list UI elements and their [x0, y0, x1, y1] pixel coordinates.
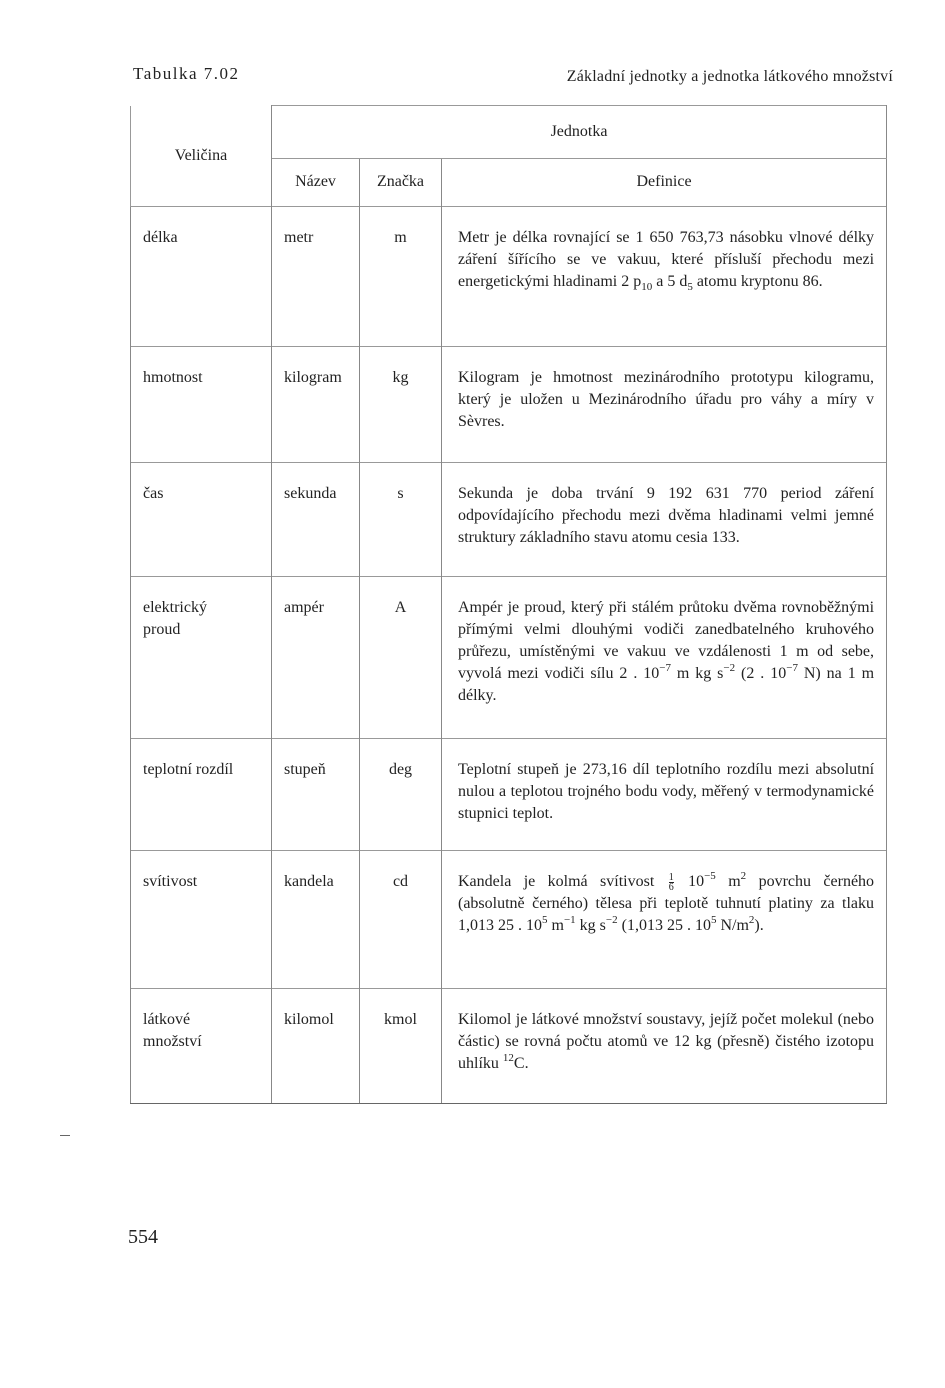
cell-velicina: elektrický proud [131, 576, 272, 738]
cell-velicina: délka [131, 206, 272, 346]
cell-nazev: metr [272, 206, 360, 346]
table-row [131, 850, 887, 988]
header-velicina: Veličina [131, 106, 272, 207]
cell-nazev: sekunda [272, 462, 360, 576]
cell-znacka: A [360, 576, 442, 738]
cell-velicina: svítivost [131, 850, 272, 988]
cell-nazev: kilomol [272, 988, 360, 1103]
cell-definice: Kilogram je hmotnost mezinárodního prototypu kilogramu, který je uložen u Mezinárodního úřadu pro váhy a míry v Sèvres. [442, 346, 887, 462]
table-row [131, 988, 887, 1103]
table-label: Tabulka 7.02 [133, 64, 240, 83]
cell-znacka: cd [360, 850, 442, 988]
cell-velicina: čas [131, 462, 272, 576]
cell-definice: Metr je délka rovnající se 1 650 763,73 násobku vlnové délky záření šířícího se ve vakuu, které přísluší přechodu mezi energetickými hladinami 2 $p_{10}$ a 5 $d_5$ atomu kryptonu 86. [442, 206, 887, 346]
cell-definice: Teplotní stupeň je 273,16 díl teplotního rozdílu mezi absolutní nulou a teplotou trojného bodu vody, měřený v termodynamické stupnici teplot. [442, 738, 887, 850]
cell-nazev: kandela [272, 850, 360, 988]
header-nazev: Název [272, 159, 360, 206]
cell-velicina: látkové množství [131, 988, 272, 1103]
header-jednotka: Jednotka [272, 106, 887, 159]
page-number: 554 [128, 1226, 158, 1248]
cell-velicina: teplotní rozdíl [131, 738, 272, 850]
table-row [131, 576, 887, 738]
header-znacka: Značka [360, 159, 442, 206]
table-row [131, 346, 887, 462]
cell-nazev: kilogram [272, 346, 360, 462]
cell-nazev: ampér [272, 576, 360, 738]
cell-definice: Kilomol je látkové množství soustavy, jejíž počet molekul (nebo částic) se rovná počtu atomů ve 12 kg (přesně) čistého izotopu uhlíku $^{12}$C. [442, 988, 887, 1103]
fraction-one-sixth: $\frac{1}{6}$ [668, 871, 674, 893]
cell-nazev: stupeň [272, 738, 360, 850]
cell-znacka: kmol [360, 988, 442, 1103]
table-row [131, 462, 887, 576]
cell-definice: Kandela je kolmá svítivost $\frac{1}{6}$ $10^{-5}$ $m^2$ povrchu černého (absolutně černého) tělesa při teplotě tuhnutí platiny za tlaku 1,013 25 . $10^5$ $m^{-1}$ kg $s^{-2}$ (1,013 25 . $10^5$ $N/m^2$). [442, 850, 887, 988]
table-row [131, 738, 887, 850]
margin-mark [60, 1135, 70, 1136]
cell-definice: Sekunda je doba trvání 9 192 631 770 period záření odpovídajícího přechodu mezi dvěma hladinami velmi jemné struktury základního stavu atomu cesia 133. [442, 462, 887, 576]
cell-znacka: s [360, 462, 442, 576]
cell-znacka: deg [360, 738, 442, 850]
cell-definice: Ampér je proud, který při stálém průtoku dvěma rovnoběžnými přímými velmi dlouhými vodiči zanedbatelného kruhového průřezu, umístěnými ve vakuu ve vzdálenosti 1 m od sebe, vyvolá mezi vodiči sílu 2 . $10^{-7}$ m kg $s^{-2}$ (2 . $10^{-7}$ N) na 1 m délky. [442, 576, 887, 738]
cell-velicina: hmotnost [131, 346, 272, 462]
header-definice: Definice [442, 159, 887, 206]
table-row [131, 206, 887, 346]
cell-znacka: m [360, 206, 442, 346]
cell-znacka: kg [360, 346, 442, 462]
units-table [130, 105, 887, 1104]
table-title: Základní jednotky a jednotka látkového množství [566, 68, 893, 85]
